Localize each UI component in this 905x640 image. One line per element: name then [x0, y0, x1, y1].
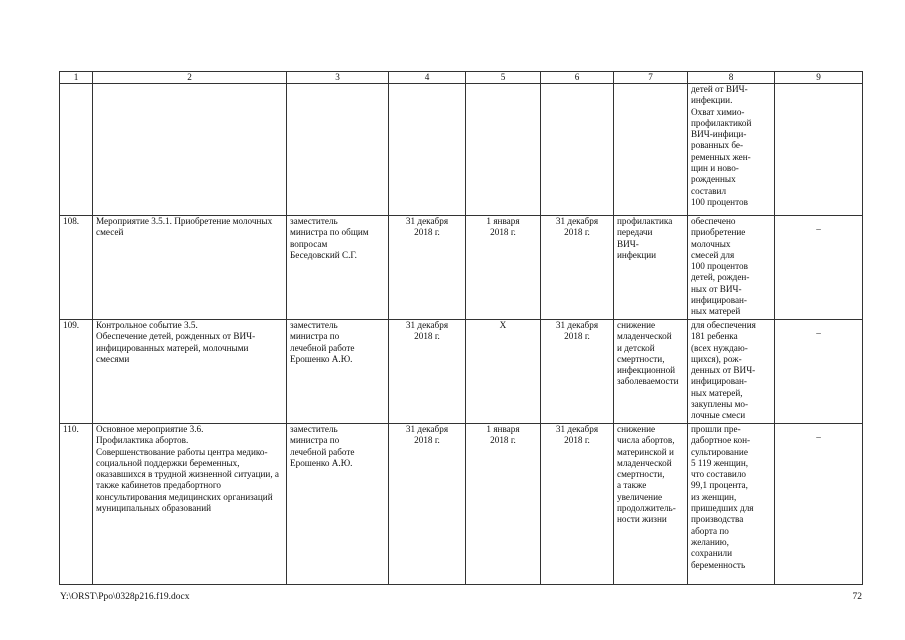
table-row-110	[60, 424, 863, 585]
responsible-cell: заместитель министра по лечебной работе Ерошенко А.Ю.	[287, 424, 389, 585]
start-date-cell	[466, 84, 541, 216]
deadline-cell: 31 декабря 2018 г.	[389, 320, 466, 424]
note-cell	[775, 424, 863, 585]
activity-cell: Контрольное событие 3.5. Обеспечение детей, рожденных от ВИЧ-инфицированных матерей, молочными смесями	[93, 320, 287, 424]
activity-cell	[93, 84, 287, 216]
note-text	[778, 84, 859, 92]
activity-cell: Мероприятие 3.5.1. Приобретение молочных смесей	[93, 216, 287, 320]
end-date-cell: 31 декабря 2018 г.	[541, 216, 614, 320]
column-header: 4	[389, 72, 466, 84]
header-row	[60, 72, 863, 84]
table-row-continuation	[60, 84, 863, 216]
responsible-cell	[287, 84, 389, 216]
end-date-cell: 31 декабря 2018 г.	[541, 424, 614, 585]
column-header: 3	[287, 72, 389, 84]
activity-cell: Основное мероприятие 3.6. Профилактика абортов. Совершенствование работы центра медико-социальной поддержки беременных, оказавшихся в трудной жизненной ситуации, а также кабинетов предабортного консультирования медицинских организаций муниципальных образований	[93, 424, 287, 585]
expected-result-cell: снижение младенческой и детской смертности, инфекционной заболеваемости	[614, 320, 688, 424]
actual-result-cell: для обеспечения 181 ребенка (всех нуждаю- щихся), рож- денных от ВИЧ- инфицирован- ных матерей, закуплены мо- лочные смеси	[688, 320, 775, 424]
end-date-cell	[541, 84, 614, 216]
column-header: 2	[93, 72, 287, 84]
actual-result-cell: обеспечено приобретение молочных смесей для 100 процентов детей, рожден- ных от ВИЧ- инфицирован- ных матерей	[688, 216, 775, 320]
note-cell	[775, 216, 863, 320]
deadline-cell: 31 декабря 2018 г.	[389, 216, 466, 320]
column-header: 1	[60, 72, 93, 84]
start-date-cell: 1 января 2018 г.	[466, 216, 541, 320]
table-row-109	[60, 320, 863, 424]
column-header: 9	[775, 72, 863, 84]
actual-result-cell: детей от ВИЧ- инфекции. Охват химио- профилактикой ВИЧ-инфици- рованных бе- ременных жен- щин и ново- рожденных составил 100 процентов	[688, 84, 775, 216]
expected-result-cell: снижение числа абортов, материнской и младенческой смертности, а также увеличение продолжитель- ности жизни	[614, 424, 688, 585]
row-number: 109.	[60, 320, 93, 424]
table-row-108	[60, 216, 863, 320]
expected-result-cell: профилактика передачи ВИЧ- инфекции	[614, 216, 688, 320]
note-cell	[775, 320, 863, 424]
start-date-cell: 1 января 2018 г.	[466, 424, 541, 585]
column-header: 7	[614, 72, 688, 84]
end-date-cell: 31 декабря 2018 г.	[541, 320, 614, 424]
actual-result-cell: прошли пре- дабортное кон- сультирование 5 119 женщин, что составило 99,1 процента, из женщин, пришедших для производства аборта по желанию, сохранили беременность	[688, 424, 775, 585]
row-number: 110.	[60, 424, 93, 585]
deadline-cell	[389, 84, 466, 216]
responsible-cell: заместитель министра по общим вопросам Беседовский С.Г.	[287, 216, 389, 320]
note-cell	[775, 84, 863, 216]
responsible-cell: заместитель министра по лечебной работе Ерошенко А.Ю.	[287, 320, 389, 424]
column-header: 5	[466, 72, 541, 84]
deadline-cell: 31 декабря 2018 г.	[389, 424, 466, 585]
start-date-cell: Х	[466, 320, 541, 424]
file-path: Y:\ORST\Ppo\0328p216.f19.docx	[60, 592, 190, 602]
column-header: 8	[688, 72, 775, 84]
expected-result-cell	[614, 84, 688, 216]
column-header: 6	[541, 72, 614, 84]
page-number: 72	[852, 592, 862, 602]
row-number	[60, 84, 93, 216]
note-text: –	[816, 328, 821, 338]
note-text: –	[816, 224, 821, 234]
row-number: 108.	[60, 216, 93, 320]
report-table	[59, 71, 863, 585]
note-text: –	[816, 432, 821, 442]
